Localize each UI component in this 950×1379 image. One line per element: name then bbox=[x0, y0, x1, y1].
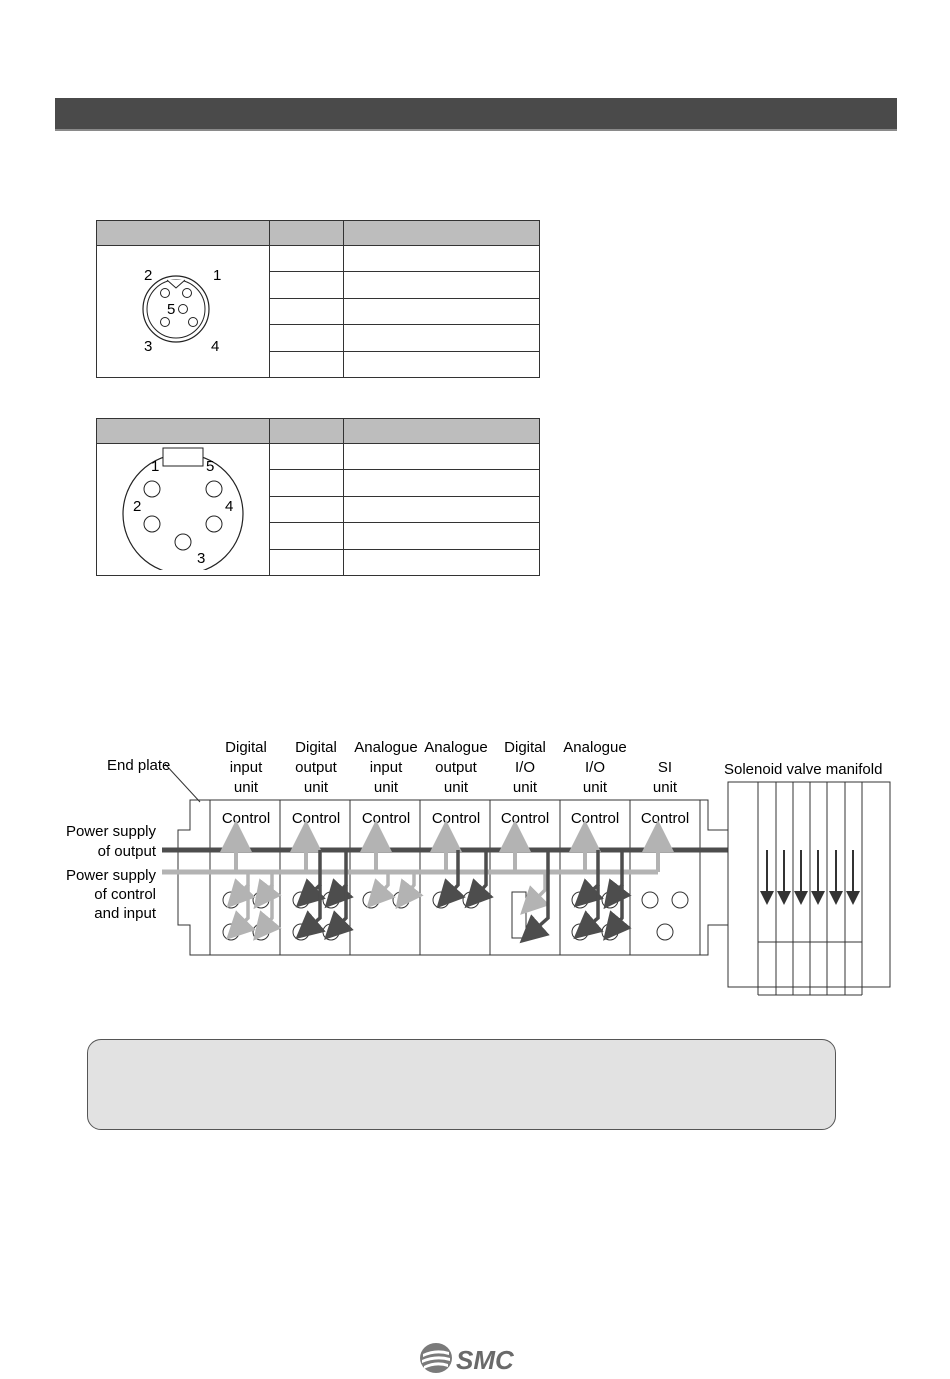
connector-diagram-cell bbox=[97, 246, 270, 378]
unit-name-line: Digital bbox=[225, 739, 267, 756]
unit-name-line: unit bbox=[303, 779, 329, 796]
m12-connector-icon bbox=[97, 246, 269, 372]
unit-name-line: output bbox=[295, 759, 337, 776]
table-cell bbox=[270, 272, 344, 298]
unit-name-line: unit bbox=[652, 779, 678, 796]
unit-name-line: input bbox=[229, 759, 263, 776]
unit-name-line: Digital bbox=[295, 739, 337, 756]
table-header-row bbox=[97, 419, 540, 444]
manifold-body bbox=[728, 782, 890, 987]
table-cell bbox=[270, 470, 344, 496]
table-cell bbox=[270, 325, 344, 351]
power-supply-diagram bbox=[0, 730, 950, 1000]
table-cell bbox=[270, 444, 344, 470]
table-header-cell bbox=[97, 419, 270, 444]
power-output-label: of output bbox=[97, 843, 156, 860]
unit-name-line: output bbox=[435, 759, 477, 776]
table-row bbox=[97, 246, 540, 272]
pin-label: 2 bbox=[133, 498, 142, 515]
table-header-cell bbox=[344, 419, 540, 444]
control-label: Control bbox=[361, 810, 411, 827]
table-cell bbox=[270, 351, 344, 377]
table-cell bbox=[344, 298, 540, 324]
unit-name-line: I/O bbox=[584, 759, 606, 776]
table-cell bbox=[270, 523, 344, 549]
table-header-cell bbox=[97, 221, 270, 246]
power-supply-labels bbox=[66, 823, 157, 922]
table-header-cell bbox=[344, 221, 540, 246]
connector-pin-table-1 bbox=[96, 220, 540, 378]
pin-label: 1 bbox=[213, 267, 222, 284]
control-label: Control bbox=[640, 810, 690, 827]
pin-label: 3 bbox=[197, 550, 206, 567]
table-cell bbox=[344, 549, 540, 575]
control-label: Control bbox=[570, 810, 620, 827]
connector-diagram-cell bbox=[97, 444, 270, 576]
unit-name-line: input bbox=[369, 759, 403, 776]
note-box bbox=[87, 1039, 836, 1130]
table-header-cell bbox=[270, 419, 344, 444]
unit-name-line: Analogue bbox=[424, 739, 488, 756]
table-cell bbox=[344, 523, 540, 549]
table-cell bbox=[344, 444, 540, 470]
table-row bbox=[97, 444, 540, 470]
section-header-bar bbox=[55, 98, 897, 131]
pin-label: 4 bbox=[211, 338, 220, 355]
power-control-label: Power supply bbox=[65, 867, 156, 884]
table-cell bbox=[344, 351, 540, 377]
power-control-label: of control bbox=[94, 886, 156, 903]
power-output-label: Power supply bbox=[65, 823, 156, 840]
control-label: Control bbox=[221, 810, 271, 827]
table-cell bbox=[344, 496, 540, 522]
control-label: Control bbox=[291, 810, 341, 827]
table-cell bbox=[270, 496, 344, 522]
control-labels bbox=[222, 810, 689, 827]
large-connector-icon bbox=[97, 444, 269, 570]
logo-text: SMC bbox=[456, 1345, 514, 1375]
table-cell bbox=[270, 246, 344, 272]
pin-label: 4 bbox=[225, 498, 234, 515]
smc-logo-icon bbox=[418, 1340, 530, 1376]
unit-name-line: unit bbox=[582, 779, 608, 796]
table-header-row bbox=[97, 221, 540, 246]
table-cell bbox=[270, 549, 344, 575]
power-control-label: and input bbox=[94, 905, 156, 922]
table-cell bbox=[344, 325, 540, 351]
end-plate-shape bbox=[178, 800, 210, 955]
table-cell bbox=[344, 246, 540, 272]
unit-name-line: Analogue bbox=[563, 739, 627, 756]
table-header-cell bbox=[270, 221, 344, 246]
table-cell bbox=[344, 470, 540, 496]
connector-pin-table-2 bbox=[96, 418, 540, 576]
manifold-label: Solenoid valve manifold bbox=[724, 761, 883, 778]
pin-label: 5 bbox=[206, 458, 215, 475]
table-cell bbox=[270, 298, 344, 324]
unit-name-line: Digital bbox=[504, 739, 546, 756]
unit-headings bbox=[225, 739, 678, 796]
pin-label: 2 bbox=[144, 267, 153, 284]
unit-name-line: unit bbox=[512, 779, 538, 796]
control-label: Control bbox=[500, 810, 550, 827]
end-plate-label: End plate bbox=[107, 757, 171, 774]
pin-label: 5 bbox=[167, 301, 176, 318]
control-label: Control bbox=[431, 810, 481, 827]
pin-label: 1 bbox=[151, 458, 160, 475]
unit-name-line: unit bbox=[443, 779, 469, 796]
si-adapter-shape bbox=[700, 800, 728, 955]
unit-name-line: Analogue bbox=[354, 739, 418, 756]
unit-name-line: unit bbox=[233, 779, 259, 796]
pin-label: 3 bbox=[144, 338, 153, 355]
unit-name-line: unit bbox=[373, 779, 399, 796]
unit-name-line: SI bbox=[657, 759, 673, 776]
table-cell bbox=[344, 272, 540, 298]
unit-name-line: I/O bbox=[514, 759, 536, 776]
